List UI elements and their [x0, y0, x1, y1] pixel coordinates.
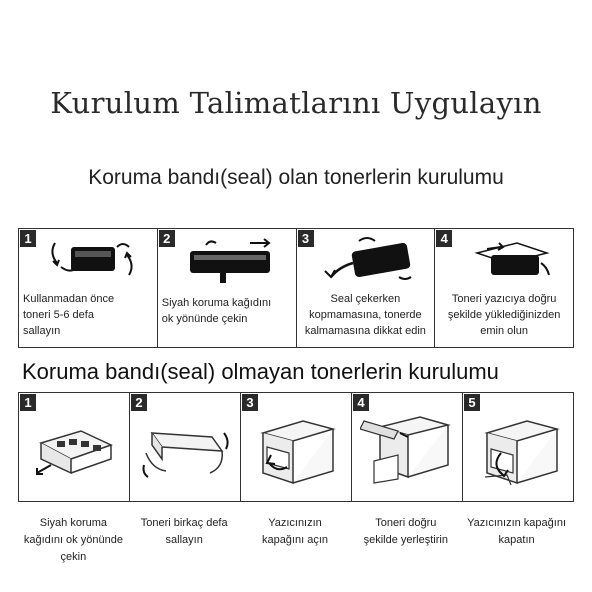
section2-steps	[18, 392, 574, 502]
page-title: Kurulum Talimatlarını Uygulayın	[50, 86, 542, 120]
s2-caption-2: Toneri birkaç defa sallayın	[140, 517, 228, 546]
shake-hands-icon	[138, 403, 230, 491]
step-caption: Toneri yazıcıya doğru şekilde yüklediğinizden emin olun	[447, 293, 561, 337]
section2-heading: Koruma bandı(seal) olmayan tonerlerin kurulumu	[22, 359, 499, 384]
s1-step-2	[158, 229, 297, 347]
open-printer-icon	[249, 403, 341, 491]
step-number: 1	[20, 230, 36, 247]
shake-toner-icon	[41, 233, 141, 285]
s2-step-1	[19, 393, 130, 501]
insert-toner-icon	[457, 233, 557, 285]
s2-caption-1: Siyah koruma kağıdını ok yönünde çekin	[23, 517, 123, 563]
s1-step-1	[19, 229, 158, 347]
step-caption: Kullanmadan önce toneri 5-6 defa sallayın	[23, 293, 115, 337]
step-number: 2	[159, 230, 175, 247]
section1-steps	[18, 228, 574, 348]
step-number: 4	[436, 230, 452, 247]
step-number: 3	[298, 230, 314, 247]
close-printer-icon	[471, 403, 563, 491]
section2-captions	[18, 515, 572, 566]
seal-pull-icon	[319, 233, 419, 285]
s1-step-3	[297, 229, 436, 347]
load-toner-icon	[360, 403, 452, 491]
s1-step-4	[435, 229, 573, 347]
step-number: 1	[20, 394, 36, 411]
s2-step-3	[241, 393, 352, 501]
s2-caption-5: Yazıcınızın kapağını kapatın	[467, 517, 567, 546]
s2-caption-4: Toneri doğru şekilde yerleştirin	[363, 517, 448, 546]
section1-heading: Koruma bandı(seal) olan tonerlerin kurulumu	[88, 166, 504, 189]
s2-step-2	[130, 393, 241, 501]
pull-seal-icon	[180, 233, 280, 285]
step-number: 2	[131, 394, 147, 411]
s2-caption-3: Yazıcınızın kapağını açın	[261, 517, 329, 546]
step-caption: Siyah koruma kağıdını ok yönünde çekin	[161, 297, 272, 325]
remove-strip-icon	[27, 403, 119, 491]
step-number: 3	[242, 394, 258, 411]
s2-step-4	[352, 393, 463, 501]
step-caption: Seal çekerken kopmamasına, tonerde kalmamasına dikkat edin	[304, 293, 426, 337]
step-number: 4	[353, 394, 369, 411]
step-number: 5	[464, 394, 480, 411]
s2-step-5	[463, 393, 573, 501]
